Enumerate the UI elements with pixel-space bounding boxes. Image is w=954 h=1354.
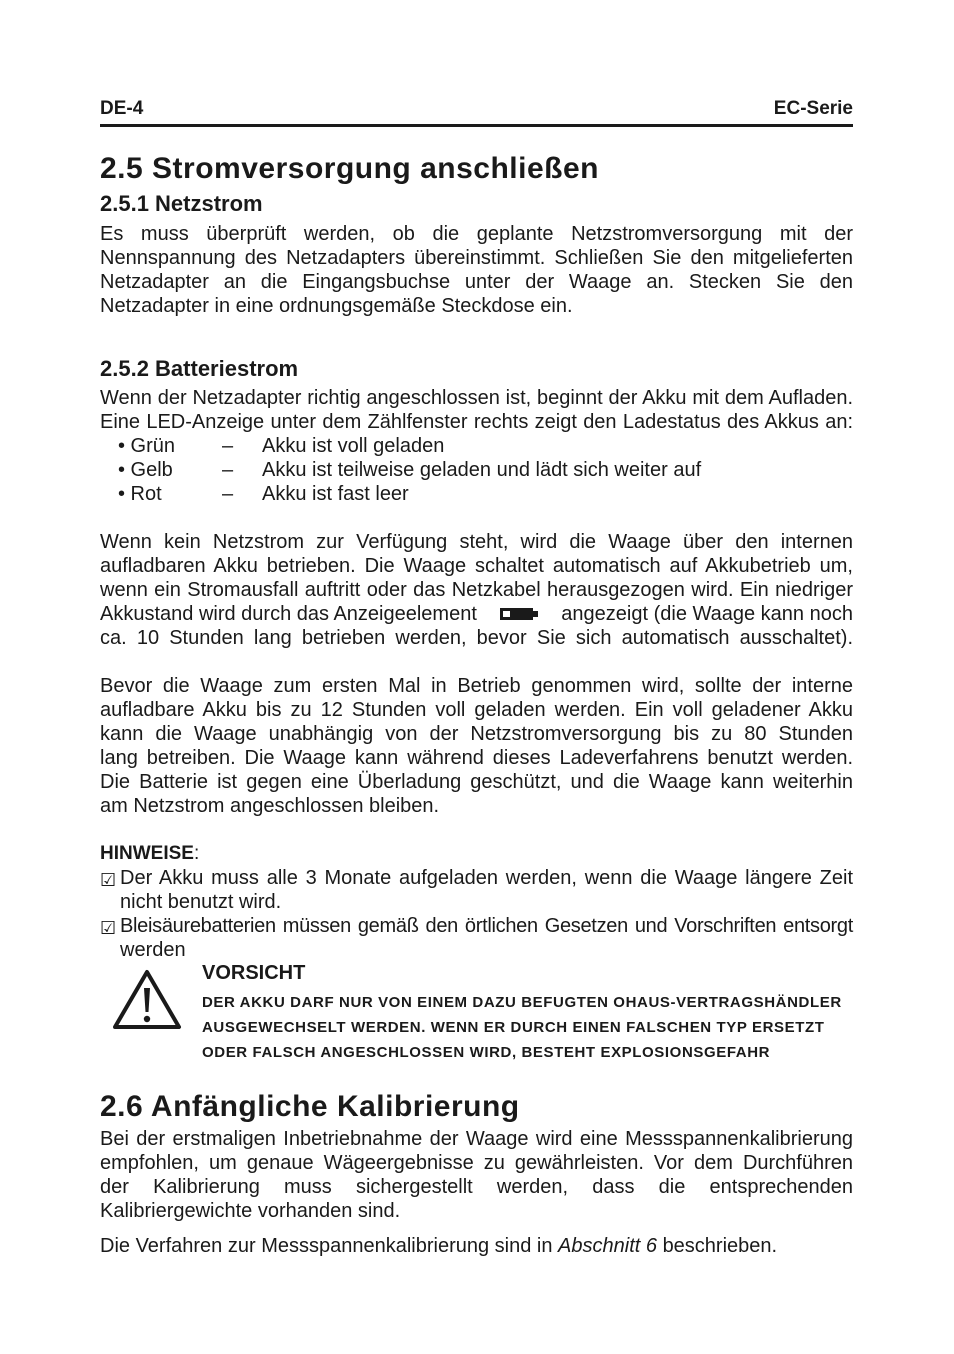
- text-line: Es muss überprüft werden, ob die geplante Netzstromversorgung mit der: [100, 223, 853, 245]
- text-line: am Netzstrom angeschlossen bleiben.: [100, 795, 440, 817]
- note-text: [120, 914, 853, 962]
- led-color: • Rot: [118, 483, 162, 505]
- text-line: Der Akku muss alle 3 Monate aufgeladen werden, wenn die Waage längere Zeit: [120, 867, 853, 889]
- led-meaning: Akku ist voll geladen: [262, 435, 445, 457]
- text-line: empfohlen, um genaue Wägeergebnisse zu gewährleisten. Vor dem Durchführen: [100, 1152, 853, 1174]
- section-reference: Abschnitt 6: [558, 1235, 657, 1257]
- led-color: • Grün: [118, 435, 176, 457]
- section-2-5-2-title: 2.5.2 Batteriestrom: [100, 356, 299, 381]
- text-line: AUSGEWECHSELT WERDEN. WENN ER DURCH EINEN FALSCHEN TYP ERSETZT: [202, 1019, 825, 1036]
- dash: –: [222, 435, 234, 457]
- text-line: Bleisäurebatterien müssen gemäß den örtlichen Gesetzen und Vorschriften entsorgt: [120, 915, 853, 937]
- text-fragment: Die Verfahren zur Messspannenkalibrierung sind in: [100, 1235, 553, 1257]
- charging-paragraph: [100, 674, 853, 818]
- calibration-reference: [100, 1234, 853, 1258]
- text-line: Wenn der Netzadapter richtig angeschlossen ist, beginnt der Akku mit dem Aufladen.: [100, 387, 853, 409]
- checkbox-icon: ☑: [100, 870, 117, 890]
- text-line: kann die Waage unabhängig von der Netzstromversorgung bis zu 80 Stunden: [100, 723, 853, 745]
- text-line: Die Batterie ist gegen eine Überladung geschützt, und die Waage kann weiterhin: [100, 771, 853, 793]
- text-line: der Kalibrierung muss sichergestellt werden, dass die entsprechenden: [100, 1176, 853, 1198]
- page-number: DE-4: [100, 98, 144, 119]
- led-meaning: Akku ist teilweise geladen und lädt sich weiter auf: [262, 459, 702, 481]
- warning-triangle-icon: [112, 968, 182, 1030]
- section-2-5-1-title: 2.5.1 Netzstrom: [100, 191, 263, 216]
- led-meaning: Akku ist fast leer: [262, 483, 409, 505]
- note-text: [120, 866, 853, 914]
- notes-label: HINWEISE: [100, 843, 194, 864]
- text-line: Netzadapter an die Eingangsbuchse unter der Waage an. Stecken Sie den: [100, 271, 853, 293]
- text-line: Bei der erstmaligen Inbetriebnahme der Waage wird eine Messspannenkalibrierung: [100, 1128, 853, 1150]
- battery-operation-paragraph: [100, 530, 853, 650]
- page-header: [100, 98, 853, 127]
- section-2-5-title: 2.5 Stromversorgung anschließen: [100, 152, 599, 185]
- text-line: lang betreiben. Die Waage kann während dieses Ladeverfahrens benutzt werden.: [100, 747, 853, 769]
- low-battery-icon: [499, 602, 539, 626]
- batterie-intro: [100, 386, 853, 434]
- text-line: aufladbaren Akku betrieben. Die Waage schaltet automatisch auf Akkubetrieb um,: [100, 555, 853, 577]
- led-color: • Gelb: [118, 459, 173, 481]
- text-line: Kalibriergewichte vorhanden sind.: [100, 1200, 401, 1222]
- text-line: werden: [120, 939, 186, 961]
- text-line: Netzadapter in eine ordnungsgemäße Steckdose ein.: [100, 295, 573, 317]
- list-item: [118, 458, 701, 482]
- text-fragment: beschrieben.: [662, 1235, 778, 1257]
- text-line: ODER FALSCH ANGESCHLOSSEN WIRD, BESTEHT EXPLOSIONSGEFAHR: [202, 1044, 771, 1061]
- section-2-6-title: 2.6 Anfängliche Kalibrierung: [100, 1090, 520, 1123]
- text-line: wenn ein Stromausfall auftritt oder das Netzkabel herausgezogen wird. Ein niedriger: [100, 579, 853, 601]
- checkbox-icon: ☑: [100, 918, 117, 938]
- note-item: [100, 866, 853, 914]
- notes-colon: :: [193, 843, 200, 864]
- dash: –: [222, 459, 234, 481]
- text-line: ca. 10 Stunden lang betrieben werden, bevor Sie sich automatisch ausschaltet).: [100, 627, 853, 649]
- note-item: [100, 914, 853, 962]
- list-item: [118, 482, 701, 506]
- text-line: aufladbare Akku bis zu 12 Stunden voll geladen werden. Ein voll geladener Akku: [100, 699, 853, 721]
- series-name: EC-Serie: [773, 98, 853, 119]
- text-line: Eine LED-Anzeige unter dem Zählfenster rechts zeigt den Ladestatus des Akkus an:: [100, 411, 853, 433]
- led-status-list: [118, 434, 701, 506]
- list-item: [118, 434, 701, 458]
- text-line: Wenn kein Netzstrom zur Verfügung steht, wird die Waage über den internen: [100, 531, 853, 553]
- text-fragment: Akkustand wird durch das Anzeigeelement: [100, 603, 477, 625]
- caution-text: [202, 990, 842, 1065]
- text-line: Bevor die Waage zum ersten Mal in Betrieb genommen wird, sollte der interne: [100, 675, 853, 697]
- caution-title: VORSICHT: [202, 962, 306, 984]
- dash: –: [222, 483, 234, 505]
- netzstrom-paragraph: [100, 222, 853, 318]
- text-line: nicht benutzt wird.: [120, 891, 282, 913]
- text-fragment: angezeigt (die Waage kann noch: [561, 603, 853, 625]
- calibration-paragraph: [100, 1127, 853, 1223]
- notes-heading: [100, 843, 199, 865]
- text-line: [100, 602, 853, 626]
- text-line: Nennspannung des Netzadapters übereinstimmt. Schließen Sie den mitgelieferten: [100, 247, 853, 269]
- text-line: DER AKKU DARF NUR VON EINEM DAZU BEFUGTEN OHAUS-VERTRAGSHÄNDLER: [202, 994, 842, 1011]
